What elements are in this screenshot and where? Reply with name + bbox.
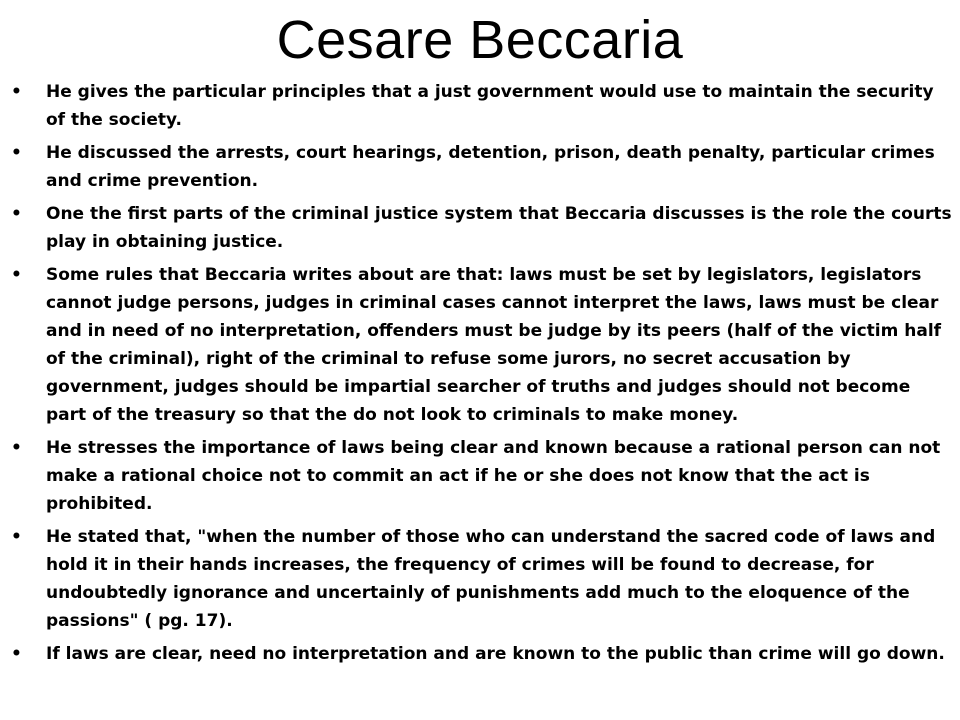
- bullet-dot-icon: •: [11, 644, 22, 664]
- bullet-text: He stresses the importance of laws being clear and known because a rational person can not make a rational choice not to commit an act if he or she does not know that the act is prohibited.: [46, 438, 941, 514]
- bullet-text: He gives the particular principles that a just government would use to maintain the security of the society.: [46, 82, 934, 130]
- bullet-text: Some rules that Beccaria writes about are that: laws must be set by legislators, legislators cannot judge persons, judges in criminal cases cannot interpret the laws, laws must be clear and in need of no interpretation, offenders must be judge by its peers (half of the victim half of the criminal), right of the criminal to refuse some jurors, no secret accusation by government, judges should be impartial searcher of truths and judges should not become part of the treasury so that the do not look to criminals to make money.: [46, 265, 942, 425]
- bullet-item: [0, 640, 960, 668]
- bullet-dot-icon: •: [11, 265, 22, 285]
- bullet-dot-icon: •: [11, 438, 22, 458]
- bullet-dot-icon: •: [11, 143, 22, 163]
- bullet-list: [0, 78, 960, 673]
- bullet-text: One the first parts of the criminal justice system that Beccaria discusses is the role the courts play in obtaining justice.: [46, 204, 952, 252]
- bullet-item: [0, 523, 960, 635]
- bullet-item: [0, 78, 960, 134]
- slide-title: Cesare Beccaria: [276, 10, 684, 70]
- bullet-item: [0, 434, 960, 518]
- bullet-text: He discussed the arrests, court hearings, detention, prison, death penalty, particular crimes and crime prevention.: [46, 143, 935, 191]
- bullet-dot-icon: •: [11, 82, 22, 102]
- bullet-item: [0, 139, 960, 195]
- bullet-item: [0, 200, 960, 256]
- bullet-text: If laws are clear, need no interpretation and are known to the public than crime will go down.: [46, 644, 945, 664]
- bullet-dot-icon: •: [11, 527, 22, 547]
- bullet-item: [0, 261, 960, 429]
- bullet-text: He stated that, "when the number of those who can understand the sacred code of laws and hold it in their hands increases, the frequency of crimes will be found to decrease, for undoubtedly ignorance and uncertainly of punishments add much to the eloquence of the passions" ( pg. 17).: [46, 527, 936, 631]
- bullet-dot-icon: •: [11, 204, 22, 224]
